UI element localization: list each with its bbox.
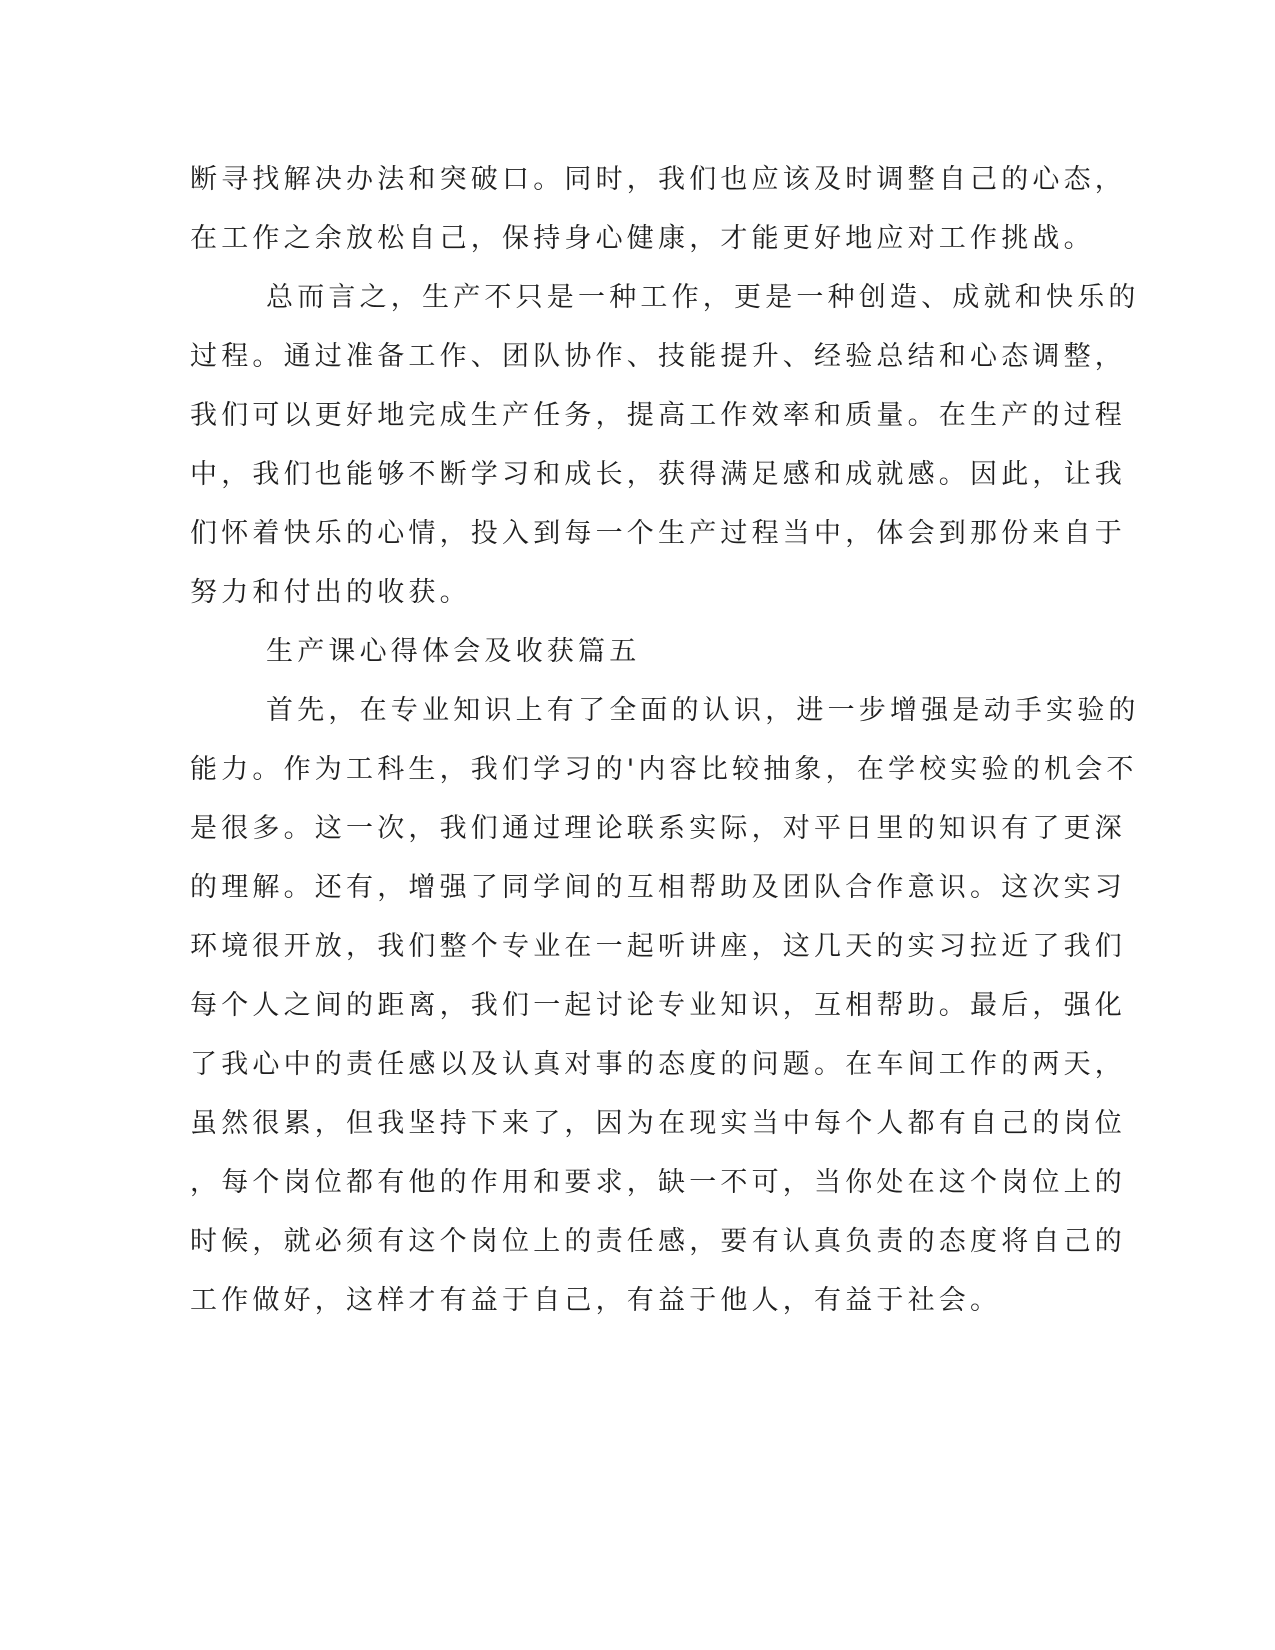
text-line: 中，我们也能够不断学习和成长，获得满足感和成就感。因此，让我 [190, 459, 1126, 490]
text-line: 环境很开放，我们整个专业在一起听讲座，这几天的实习拉近了我们 [190, 931, 1126, 962]
text-line: ，每个岗位都有他的作用和要求，缺一不可，当你处在这个岗位上的 [190, 1167, 1126, 1198]
text-line: 在工作之余放松自己，保持身心健康，才能更好地应对工作挑战。 [190, 223, 1095, 254]
text-line: 过程。通过准备工作、团队协作、技能提升、经验总结和心态调整， [190, 341, 1126, 372]
paragraph-first-line: 首先，在专业知识上有了全面的认识，进一步增强是动手实验的 [266, 695, 1140, 726]
text-line: 工作做好，这样才有益于自己，有益于他人，有益于社会。 [190, 1285, 1002, 1316]
text-line: 断寻找解决办法和突破口。同时，我们也应该及时调整自己的心态， [190, 164, 1126, 195]
text-line: 是很多。这一次，我们通过理论联系实际，对平日里的知识有了更深 [190, 813, 1126, 844]
section-heading: 生产课心得体会及收获篇五 [266, 636, 641, 667]
text-line: 们怀着快乐的心情，投入到每一个生产过程当中，体会到那份来自于 [190, 518, 1126, 549]
text-line: 每个人之间的距离，我们一起讨论专业知识，互相帮助。最后，强化 [190, 990, 1126, 1021]
paragraph-first-line: 总而言之，生产不只是一种工作，更是一种创造、成就和快乐的 [266, 282, 1140, 313]
text-line: 时候，就必须有这个岗位上的责任感，要有认真负责的态度将自己的 [190, 1226, 1126, 1257]
text-line: 虽然很累，但我坚持下来了，因为在现实当中每个人都有自己的岗位 [190, 1108, 1126, 1139]
text-line: 我们可以更好地完成生产任务，提高工作效率和质量。在生产的过程 [190, 400, 1126, 431]
text-line: 了我心中的责任感以及认真对事的态度的问题。在车间工作的两天， [190, 1049, 1126, 1080]
text-line: 能力。作为工科生，我们学习的'内容比较抽象，在学校实验的机会不 [190, 754, 1138, 785]
text-line: 的理解。还有，增强了同学间的互相帮助及团队合作意识。这次实习 [190, 872, 1126, 903]
text-line: 努力和付出的收获。 [190, 577, 471, 608]
